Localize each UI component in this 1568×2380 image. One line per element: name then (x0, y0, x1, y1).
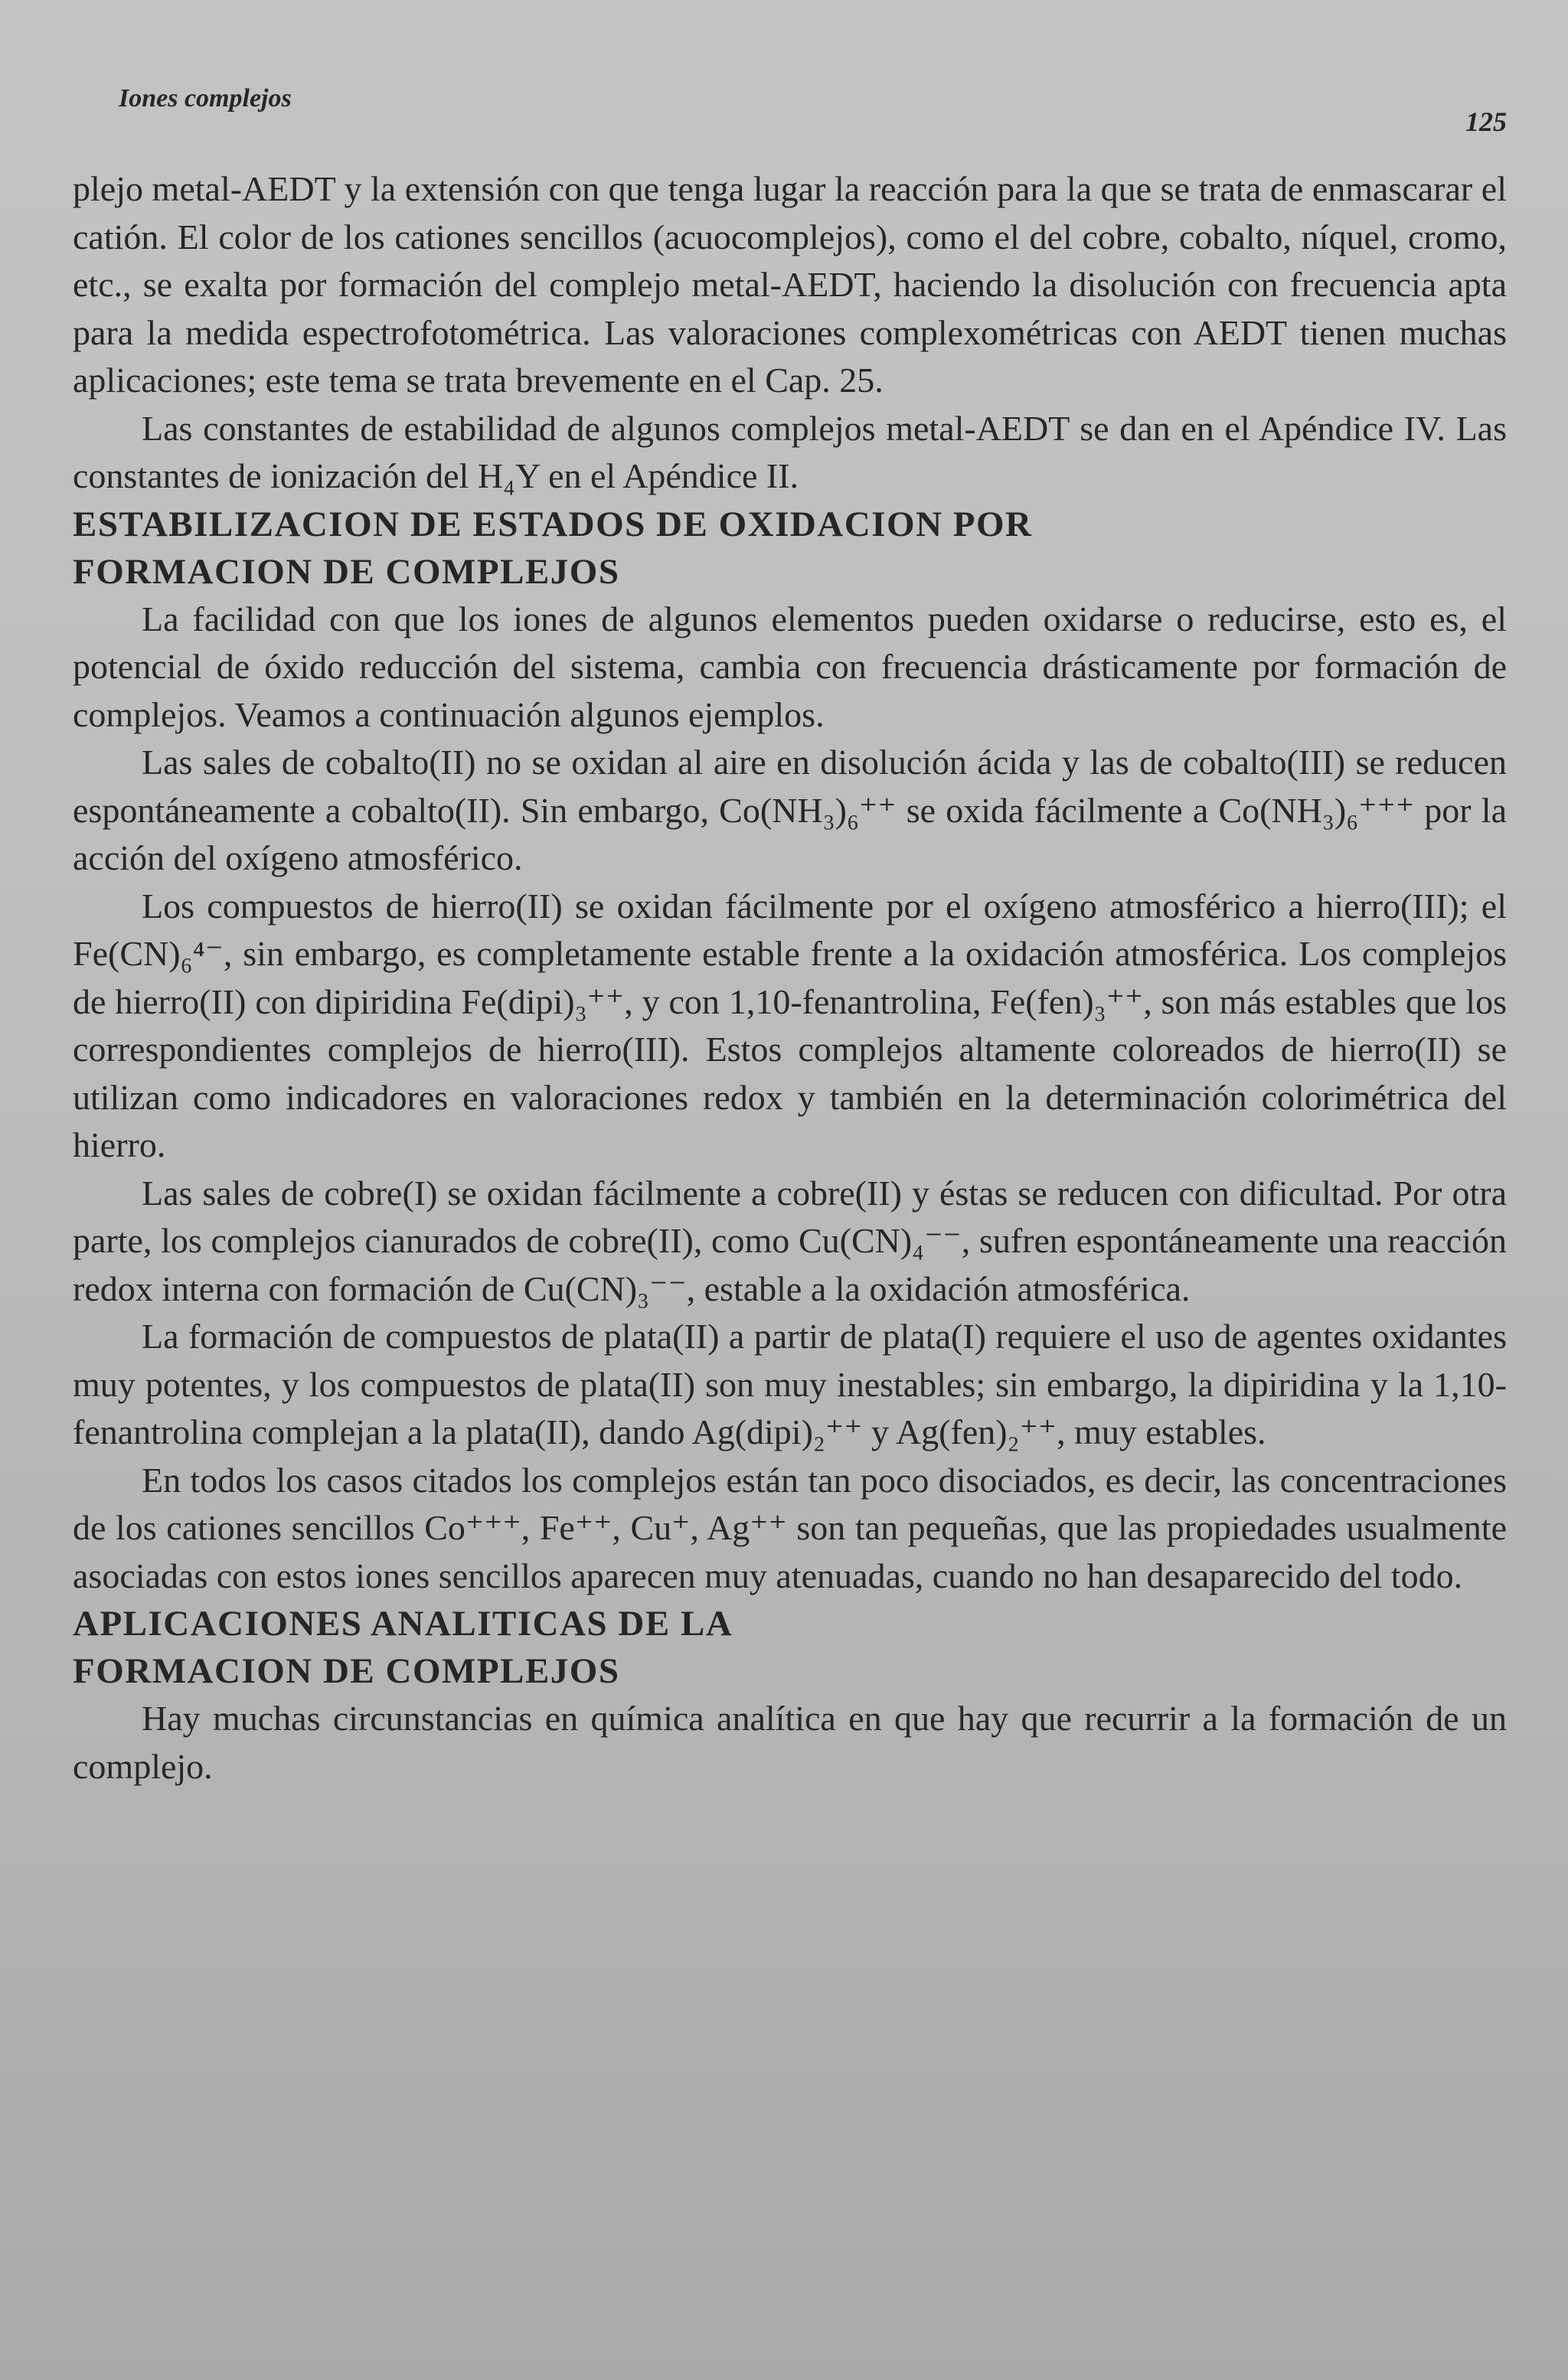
page-body (73, 165, 1507, 1791)
section-heading-estabilizacion (73, 501, 1507, 596)
section-heading-aplicaciones (73, 1600, 1507, 1695)
paragraph: La formación de compuestos de plata(II) a partir de plata(I) requiere el uso de agentes oxidantes muy potentes, y los compuestos de plata(II) son muy inestables; sin embargo, la dipiridina y la 1,10-fenantrolina complejan a la plata(II), dando Ag(dipi)₂⁺⁺ y Ag(fen)₂⁺⁺, muy estables. (73, 1317, 1507, 1451)
paragraph: Las sales de cobre(I) se oxidan fácilmente a cobre(II) y éstas se reducen con dificultad. Por otra parte, los complejos cianurados de cobre(II), como Cu(CN)₄⁻⁻, sufren espontáneamente una reacción redox interna con formación de Cu(CN)₃⁻⁻, estable a la oxidación atmosférica. (73, 1173, 1507, 1308)
paragraph: En todos los casos citados los complejos están tan poco disociados, es decir, las concentraciones de los cationes sencillos Co⁺⁺⁺, Fe⁺⁺, Cu⁺, Ag⁺⁺ son tan pequeñas, que las propiedades usualmente asociadas con estos iones sencillos aparecen muy atenuadas, cuando no han desaparecido del todo. (73, 1460, 1507, 1595)
paragraph-intro-2: Las constantes de estabilidad de algunos complejos metal-AEDT se dan en el Apéndice IV. Las constantes de ionización del H₄Y en el Apéndice II. (73, 408, 1507, 495)
paragraph-intro-1: plejo metal-AEDT y la extensión con que tenga lugar la reacción para la que se trata de enmascarar el catión. El color de los cationes sencillos (acuocomplejos), como el del cobre, cobalto, níquel, cromo, etc., se exalta por formación del complejo metal-AEDT, haciendo la disolución con frecuencia apta para la medida espectrofotométrica. Las valoraciones complexométricas con AEDT tienen muchas aplicaciones; este tema se trata brevemente en el Cap. 25. (73, 169, 1507, 400)
page-number: 125 (1465, 106, 1507, 137)
section-heading-line: ESTABILIZACION DE ESTADOS DE OXIDACION POR (73, 504, 1033, 544)
section-heading-line: APLICACIONES ANALITICAS DE LA (73, 1604, 733, 1644)
paragraph: La facilidad con que los iones de algunos elementos pueden oxidarse o reducirse, esto es, el potencial de óxido reducción del sistema, cambia con frecuencia drásticamente por formación de complejos. Veamos a continuación algunos ejemplos. (73, 599, 1507, 734)
section-heading-line: FORMACION DE COMPLEJOS (73, 1651, 620, 1691)
running-header (73, 67, 1507, 137)
paragraph: Hay muchas circunstancias en química analítica en que hay que recurrir a la formación de un complejo. (73, 1699, 1507, 1786)
section-heading-line: FORMACION DE COMPLEJOS (73, 551, 620, 592)
paragraph: Las sales de cobalto(II) no se oxidan al aire en disolución ácida y las de cobalto(III) se reducen espontáneamente a cobalto(II). Sin embargo, Co(NH₃)₆⁺⁺ se oxida fácilmente a Co(NH₃)₆⁺⁺⁺ por la acción del oxígeno atmosférico. (73, 743, 1507, 877)
paragraph: Los compuestos de hierro(II) se oxidan fácilmente por el oxígeno atmosférico a hierro(III); el Fe(CN)₆⁴⁻, sin embargo, es completamente estable frente a la oxidación atmosférica. Los complejos de hierro(II) con dipiridina Fe(dipi)₃⁺⁺, y con 1,10-fenantrolina, Fe(fen)₃⁺⁺, son más estables que los correspondientes complejos de hierro(III). Estos complejos altamente coloreados de hierro(II) se utilizan como indicadores en valoraciones redox y también en la determinación colorimétrica del hierro. (73, 886, 1507, 1164)
running-title: Iones complejos (119, 84, 292, 113)
